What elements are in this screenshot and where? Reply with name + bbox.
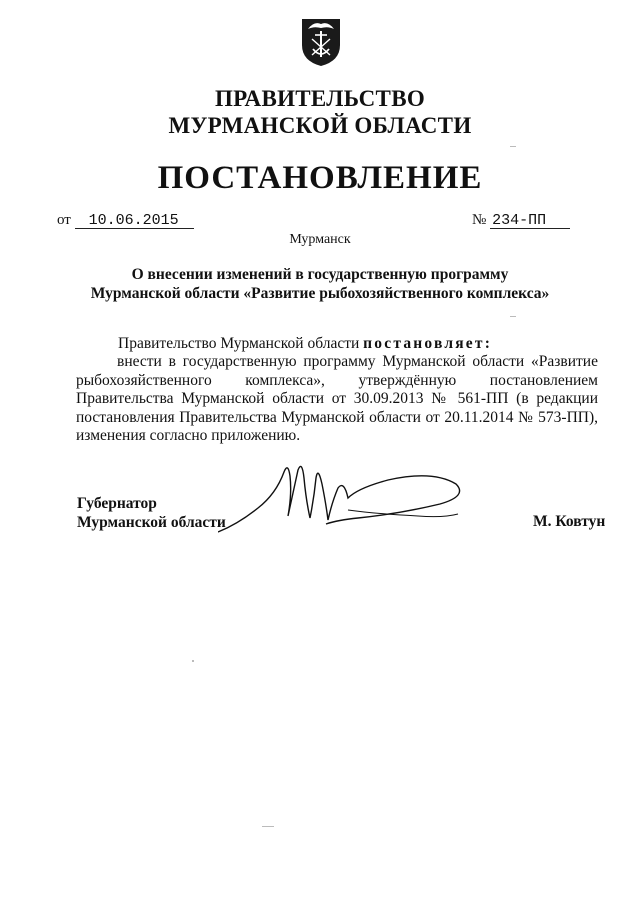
organization-name-line1: ПРАВИТЕЛЬСТВО <box>214 86 426 111</box>
date-prefix: от <box>57 212 71 228</box>
scan-speck <box>510 146 516 147</box>
number-prefix: № <box>472 212 487 228</box>
document-type-title: ПОСТАНОВЛЕНИЕ <box>157 160 483 196</box>
resolves-line <box>118 335 492 353</box>
coat-of-arms-icon <box>300 15 342 67</box>
document-number-row <box>472 212 570 229</box>
signatory-title-line2: Мурманской области <box>77 514 226 531</box>
subject-line2: Мурманской области «Развитие рыбохозяйственного комплекса» <box>90 285 550 302</box>
resolves-word: постановляет: <box>363 335 493 352</box>
organization-name-line2: МУРМАНСКОЙ ОБЛАСТИ <box>168 113 472 138</box>
scan-speck <box>510 316 516 317</box>
resolves-prefix: Правительство Мурманской области <box>118 335 364 352</box>
signatory-title <box>77 494 226 532</box>
city-label: Мурманск <box>289 232 351 247</box>
subject-line1: О внесении изменений в государственную программу <box>131 266 509 283</box>
signatory-name: М. Ковтун <box>533 513 606 530</box>
document-number: 234-ПП <box>490 213 570 229</box>
handwritten-signature <box>218 458 468 538</box>
document-date-row <box>57 212 194 229</box>
signatory-title-line1: Губернатор <box>77 495 157 512</box>
scan-speck <box>262 826 274 827</box>
document-date: 10.06.2015 <box>75 213 194 229</box>
scan-speck <box>192 660 194 662</box>
resolution-paragraph: внести в государственную программу Мурманской области «Развитие рыбохозяйственного комплекса», утверждённую постановлением Правительства Мурманской области от 30.09.2013 № 561-ПП (в редакции постановления Правительства Мурманской области от 20.11.2014 № 573-ПП), изменения согласно приложению. <box>76 353 598 444</box>
